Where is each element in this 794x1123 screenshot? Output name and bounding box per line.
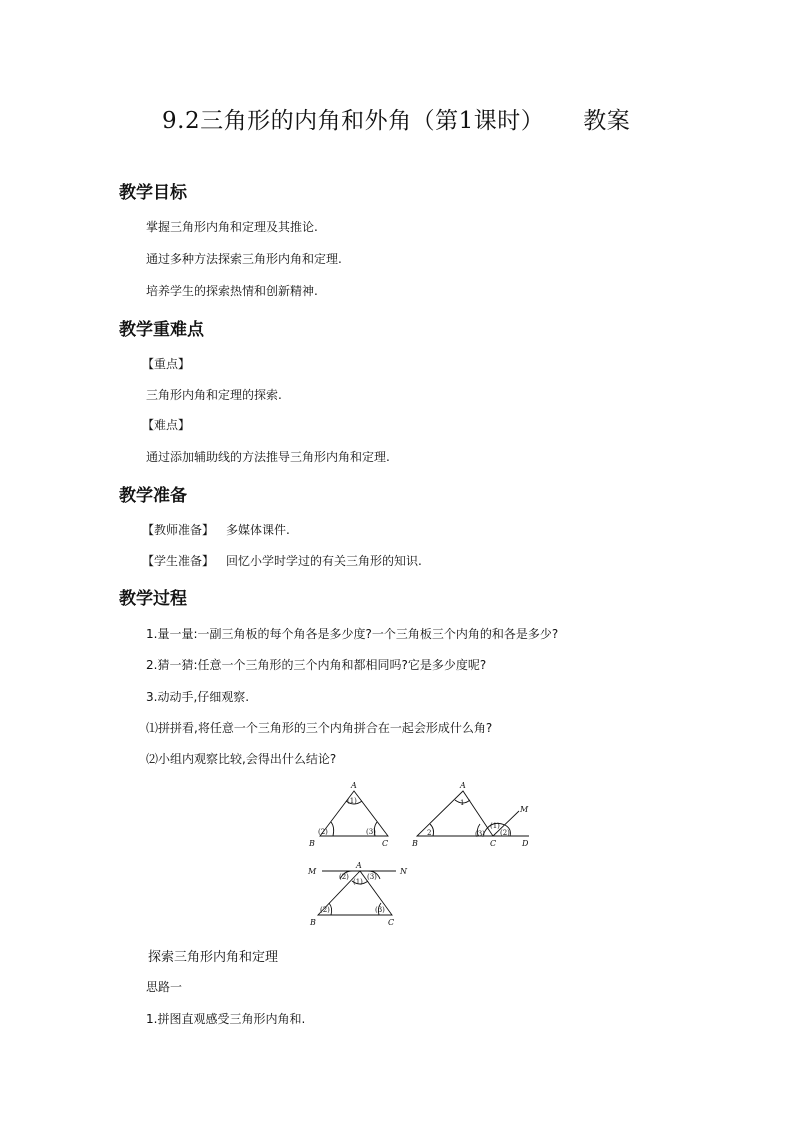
section-heading-goals: 教学目标 <box>119 183 187 203</box>
label-n: N <box>400 867 407 876</box>
process-item: ⑴拼拼看,将任意一个三角形的三个内角拼合在一起会形成什么角? <box>146 721 493 735</box>
label-m: M <box>520 805 529 814</box>
process-item: ⑵小组内观察比较,会得出什么结论? <box>146 752 337 766</box>
key-label: 【重点】 <box>142 357 191 371</box>
goal-item: 培养学生的探索热情和创新精神. <box>146 284 318 298</box>
label-a: A <box>460 781 466 790</box>
angle-number: (3) <box>367 873 377 881</box>
label-c: C <box>490 839 497 848</box>
label-b: B <box>309 839 315 848</box>
figure-2 <box>417 791 529 836</box>
angle-number: (2) <box>339 873 349 881</box>
key-text: 三角形内角和定理的探索. <box>146 388 282 402</box>
label-m: M <box>308 867 317 876</box>
section-heading-keypoints: 教学重难点 <box>119 320 204 340</box>
angle-number: (1) <box>347 797 357 805</box>
process-item: 1.量一量:一副三角板的每个角各是多少度?一个三角板三个内角的和各是多少? <box>146 627 559 641</box>
label-a: A <box>351 781 357 790</box>
label-d: D <box>522 839 529 848</box>
angle-number: 1 <box>460 799 465 807</box>
angle-number: (1) <box>353 878 363 886</box>
angle-number: (3) <box>375 906 385 914</box>
explore-heading: 探索三角形内角和定理 <box>148 950 279 965</box>
section-heading-prep: 教学准备 <box>119 486 187 506</box>
triangle-angle-sum-figure <box>300 775 540 930</box>
goal-item: 通过多种方法探索三角形内角和定理. <box>146 252 342 266</box>
teacher-prep-label: 【教师准备】 <box>142 523 215 537</box>
label-b: B <box>412 839 418 848</box>
teacher-prep-text: 多媒体课件. <box>226 523 290 537</box>
label-c: C <box>382 839 389 848</box>
angle-number: (2) <box>500 829 510 837</box>
difficulty-label: 【难点】 <box>142 418 191 432</box>
difficulty-text: 通过添加辅助线的方法推导三角形内角和定理. <box>146 450 390 464</box>
explore-step: 1.拼图直观感受三角形内角和. <box>146 1012 306 1026</box>
angle-arc-2 <box>331 822 334 836</box>
label-b: B <box>310 918 316 927</box>
process-item: 2.猜一猜:任意一个三角形的三个内角和都相同吗?它是多少度呢? <box>146 658 487 672</box>
process-item: 3.动动手,仔细观察. <box>146 690 250 704</box>
angle-number: (1) <box>490 822 500 830</box>
label-c: C <box>388 918 395 927</box>
label-a: A <box>356 861 362 870</box>
idea-label: 思路一 <box>146 980 183 994</box>
page-title: 9.2三角形的内角和外角（第1课时） 教案 <box>162 108 631 134</box>
section-heading-process: 教学过程 <box>119 589 187 609</box>
student-prep-text: 回忆小学时学过的有关三角形的知识. <box>226 554 422 568</box>
angle-number: (2) <box>320 906 330 914</box>
angle-number: (3) <box>366 828 376 836</box>
angle-number: (3) <box>475 830 485 838</box>
student-prep-label: 【学生准备】 <box>142 554 215 568</box>
goal-item: 掌握三角形内角和定理及其推论. <box>146 220 318 234</box>
angle-number: (2) <box>318 828 328 836</box>
angle-number: 2 <box>427 829 432 837</box>
